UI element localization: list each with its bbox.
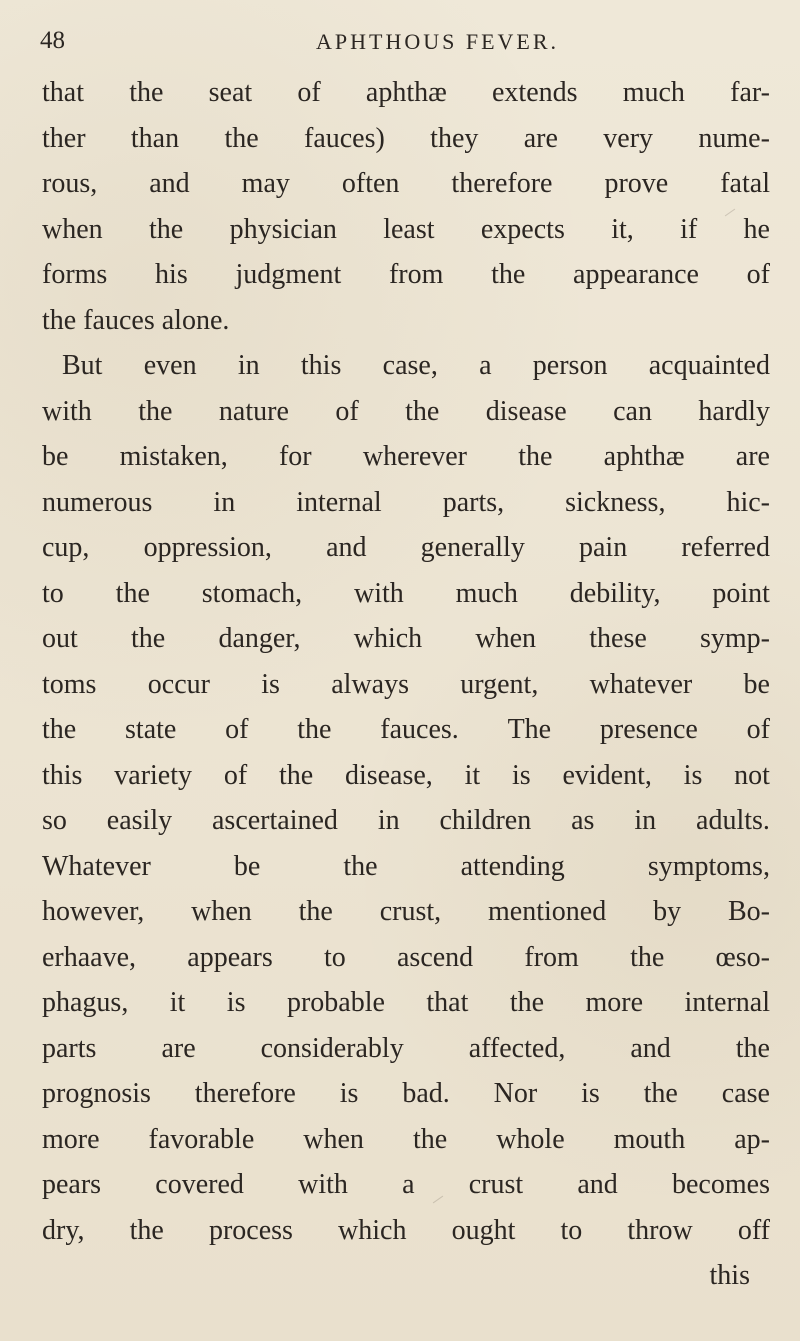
word: with: [42, 395, 92, 427]
word: evident,: [562, 759, 652, 791]
word: the: [138, 395, 173, 427]
text-line: [42, 844, 770, 890]
word: easily: [106, 805, 173, 836]
word: so: [42, 805, 67, 836]
word: are: [735, 441, 770, 472]
word: throw: [627, 1214, 693, 1246]
word: is: [261, 668, 280, 700]
word: fatal: [720, 168, 770, 199]
word: expects: [480, 213, 565, 245]
page-header: [40, 27, 760, 63]
word: probable: [286, 987, 385, 1018]
word: these: [589, 623, 647, 654]
text-line: [42, 480, 770, 526]
text-line: [42, 116, 770, 162]
text-line: [42, 616, 770, 662]
word: generally: [420, 532, 525, 563]
word: for: [278, 441, 312, 472]
word: dry,: [42, 1214, 85, 1246]
word: parts: [42, 1032, 97, 1064]
word: wherever: [362, 441, 467, 472]
text-line: [42, 389, 770, 435]
word: are: [161, 1032, 196, 1064]
word: the: [297, 714, 332, 745]
word: that: [42, 77, 84, 108]
word: to: [560, 1214, 583, 1246]
word: oppression,: [143, 532, 272, 563]
word: and: [326, 532, 367, 563]
word: the: [643, 1078, 678, 1109]
word: be: [233, 850, 261, 882]
word: bad.: [402, 1078, 450, 1109]
word: his: [155, 259, 188, 290]
text-line: [42, 161, 770, 207]
word: whole: [496, 1123, 565, 1155]
word: that: [426, 987, 469, 1018]
word: in: [237, 350, 260, 381]
word: presence: [599, 714, 698, 745]
word: the: [298, 896, 333, 927]
word: if: [680, 213, 698, 245]
word: very: [603, 122, 654, 154]
word: prognosis: [42, 1078, 151, 1109]
text-line: [42, 980, 770, 1026]
word: out: [42, 623, 78, 654]
word: case: [721, 1078, 770, 1109]
text-line: [42, 571, 770, 617]
word: this: [300, 350, 342, 381]
word: always: [331, 668, 409, 700]
word: with: [353, 577, 404, 609]
word: be: [42, 441, 69, 472]
word: appearance: [573, 259, 699, 290]
word: which: [353, 623, 423, 654]
word: is: [683, 759, 703, 791]
word: the: [115, 577, 150, 609]
word: the: [129, 77, 164, 108]
running-head: APHTHOUS FEVER.: [316, 29, 560, 54]
word: ap-: [734, 1123, 770, 1155]
word: even: [143, 350, 197, 381]
word: of: [223, 759, 248, 791]
text-line: [42, 1162, 770, 1208]
word: pears: [42, 1169, 102, 1200]
word: with: [298, 1169, 348, 1200]
word: ther: [42, 122, 86, 154]
word: cup,: [42, 532, 90, 563]
word: prove: [604, 168, 669, 199]
word: rous,: [42, 168, 98, 199]
word: not: [734, 759, 770, 791]
word: fauces.: [380, 714, 459, 745]
word: more: [585, 987, 644, 1018]
word: often: [341, 168, 400, 199]
word: to: [42, 577, 64, 609]
word: nature: [218, 395, 289, 427]
word: The: [507, 714, 552, 745]
word: much: [622, 77, 685, 108]
word: children: [439, 805, 532, 836]
word: the: [405, 395, 440, 427]
word: in: [634, 805, 657, 836]
word: mistaken,: [119, 441, 228, 472]
word: alone.: [161, 304, 230, 336]
word: of: [746, 714, 770, 745]
word: and: [149, 168, 190, 199]
word: attending: [460, 850, 565, 882]
word: aphthæ: [603, 441, 685, 472]
word: of: [297, 77, 321, 108]
word: disease,: [344, 759, 433, 791]
word: the: [278, 759, 314, 791]
word: the: [129, 1214, 164, 1246]
text-line: [42, 753, 770, 799]
word: mouth: [613, 1123, 686, 1155]
word: favorable: [148, 1123, 255, 1155]
word: to: [324, 941, 346, 973]
word: the: [224, 122, 259, 154]
word: it: [169, 987, 186, 1018]
word: a: [479, 350, 492, 381]
word: it: [464, 759, 481, 791]
word: as: [571, 805, 595, 836]
word: of: [335, 395, 359, 427]
word: phagus,: [42, 987, 129, 1018]
word: sickness,: [565, 486, 666, 518]
text-line: [42, 252, 770, 298]
word: œso-: [715, 941, 770, 973]
word: more: [42, 1123, 100, 1155]
word: fauces: [83, 304, 155, 336]
word: the: [42, 304, 77, 336]
word: referred: [681, 532, 770, 563]
word: the: [42, 714, 77, 745]
word: they: [430, 122, 479, 154]
word: extends: [491, 77, 578, 108]
word: when: [191, 896, 252, 927]
word: and: [577, 1169, 618, 1200]
word: may: [241, 168, 290, 199]
word: are: [523, 122, 558, 154]
word: Whatever: [42, 850, 151, 882]
word: off: [737, 1214, 770, 1246]
text-line: [42, 1208, 770, 1254]
word: internal: [684, 987, 770, 1018]
word: Nor: [493, 1078, 538, 1109]
word: person: [532, 350, 608, 381]
word: variety: [114, 759, 193, 791]
word: the: [149, 213, 184, 245]
word: danger,: [218, 623, 301, 654]
word: hardly: [698, 395, 770, 427]
word: state: [125, 714, 177, 745]
word: occur: [147, 668, 210, 700]
word: appears: [187, 941, 273, 973]
word: than: [130, 122, 180, 154]
text-line: [42, 298, 770, 344]
word: adults.: [696, 805, 770, 836]
word: parts,: [442, 486, 505, 518]
word: debility,: [569, 577, 661, 609]
word: the: [518, 441, 553, 472]
body-text: [42, 70, 770, 1299]
word: urgent,: [460, 668, 539, 700]
text-line: [42, 889, 770, 935]
word: crust: [468, 1169, 524, 1200]
word: hic-: [726, 486, 770, 518]
word: therefore: [194, 1078, 296, 1109]
word: he: [743, 213, 770, 245]
word: least: [383, 213, 435, 245]
word: of: [225, 714, 249, 745]
word: pain: [579, 532, 628, 563]
word: physician: [229, 213, 337, 245]
word: much: [455, 577, 518, 609]
word: by: [653, 896, 682, 927]
word: forms: [42, 259, 108, 290]
word: the: [343, 850, 378, 882]
word: covered: [155, 1169, 244, 1200]
word: is: [581, 1078, 600, 1109]
word: internal: [296, 486, 382, 518]
word: when: [475, 623, 537, 654]
text-line: [42, 207, 770, 253]
word: affected,: [468, 1032, 566, 1064]
word: becomes: [672, 1169, 770, 1200]
word: disease: [485, 395, 567, 427]
word: in: [377, 805, 400, 836]
text-line: [42, 434, 770, 480]
text-line: [42, 525, 770, 571]
word: is: [339, 1078, 359, 1109]
text-line: [42, 935, 770, 981]
text-line: [42, 1117, 770, 1163]
word: when: [303, 1123, 364, 1155]
word: from: [388, 259, 444, 290]
word: ascend: [397, 941, 474, 973]
word: the: [491, 259, 526, 290]
word: far-: [730, 77, 770, 108]
text-line: [42, 1026, 770, 1072]
text-line: [42, 343, 770, 389]
word: Bo-: [727, 896, 770, 927]
word: can: [613, 395, 652, 427]
word: symp-: [700, 623, 770, 654]
word: numerous: [42, 486, 153, 518]
word: whatever: [589, 668, 693, 700]
word: when: [42, 213, 103, 245]
word: however,: [42, 896, 145, 927]
word: judgment: [235, 259, 342, 290]
word: But: [62, 350, 103, 381]
text-line: [42, 70, 770, 116]
text-line: [42, 662, 770, 708]
word: the: [735, 1032, 770, 1064]
word: symptoms,: [647, 850, 770, 882]
word: it,: [611, 213, 634, 245]
word: the: [131, 623, 166, 654]
word: the: [630, 941, 665, 973]
word: this: [709, 1260, 750, 1291]
text-line: [42, 1071, 770, 1117]
word: this: [42, 759, 83, 791]
word: which: [338, 1214, 407, 1246]
word: seat: [208, 77, 253, 108]
text-line: [42, 707, 770, 753]
word: and: [630, 1032, 671, 1064]
word: toms: [42, 668, 97, 700]
word: be: [743, 668, 770, 700]
word: fauces): [304, 122, 385, 154]
word: considerably: [260, 1032, 404, 1064]
page-number: 48: [40, 27, 65, 54]
word: point: [712, 577, 770, 609]
word: crust,: [379, 896, 442, 927]
word: case,: [382, 350, 438, 381]
word: in: [213, 486, 236, 518]
word: erhaave,: [42, 941, 137, 973]
word: is: [226, 987, 246, 1018]
word: aphthæ: [365, 77, 447, 108]
word: from: [524, 941, 579, 973]
word: therefore: [451, 168, 553, 199]
word: ascertained: [212, 805, 338, 836]
word: mentioned: [488, 896, 607, 927]
word: ought: [451, 1214, 516, 1246]
word: of: [746, 259, 770, 290]
text-line: [42, 798, 770, 844]
word: process: [208, 1214, 293, 1246]
text-line: [42, 1253, 770, 1299]
word: stomach,: [201, 577, 303, 609]
word: the: [412, 1123, 448, 1155]
word: nume-: [698, 122, 770, 154]
word: acquainted: [648, 350, 770, 381]
word: a: [402, 1169, 415, 1200]
word: the: [509, 987, 545, 1018]
word: is: [511, 759, 531, 791]
